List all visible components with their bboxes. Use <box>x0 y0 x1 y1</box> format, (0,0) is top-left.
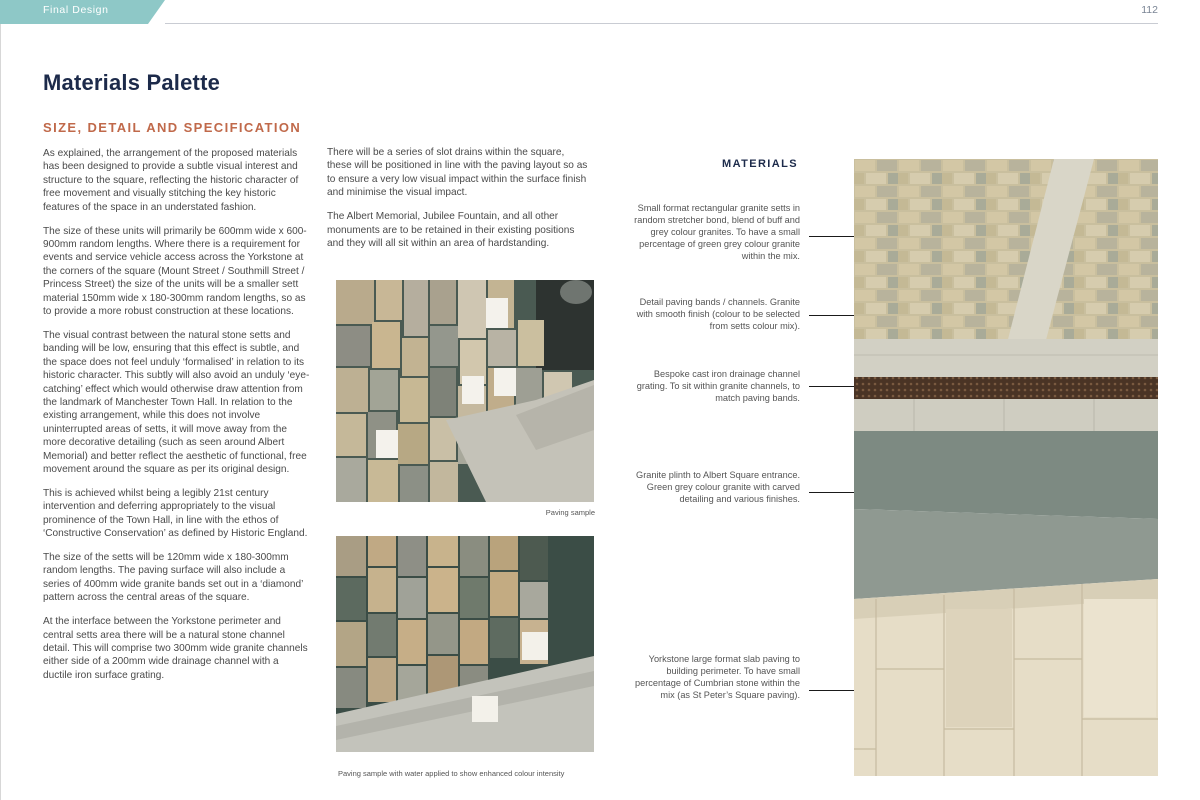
header-divider <box>165 23 1158 24</box>
page-number: 112 <box>1141 4 1158 16</box>
material-label: Granite plinth to Albert Square entrance. Green grey colour granite with carved detailing and various finishes. <box>636 470 800 504</box>
material-label: Detail paving bands / channels. Granite with smooth finish (colour to be selected from setts colour mix). <box>636 297 800 331</box>
paragraph: There will be a series of slot drains within the square, these will be positioned in line with the paving layout so as to ensure a very low visual impact within the surface finish and minimise the visual impact. <box>327 147 588 199</box>
material-label: Yorkstone large format slab paving to building perimeter. To have small percentage of Cumbrian stone within the mix (as St Peter’s Square paving). <box>635 654 800 700</box>
section-subtitle: SIZE, DETAIL AND SPECIFICATION <box>43 120 302 135</box>
paragraph: The size of the setts will be 120mm wide x 180-300mm random lengths. The paving surface will also include a series of 400mm wide granite bands set out in a ‘diamond’ pattern across the central areas of the square. <box>43 551 303 604</box>
material-label: Bespoke cast iron drainage channel grating. To sit within granite channels, to match paving bands. <box>636 369 800 403</box>
photo-caption: Paving sample <box>545 508 595 517</box>
body-column-left <box>43 147 310 693</box>
section-label: Final Design <box>43 4 109 16</box>
paragraph: The size of these units will primarily be 600mm wide x 600-900mm random lengths. Where there is a requirement for events and service vehicle access across the Yorkstone at the corners of the square (Mount Street / Southmill Street / Princess Street) the size of the units will be a smaller sett material 150mm wide x 180-300mm random lengths, so as to provide a more robust construction at these locations. <box>43 225 307 317</box>
paving-sample-photo <box>336 280 594 502</box>
paragraph: The visual contrast between the natural stone setts and banding will be low, ensuring that this effect is subtle, and the space does not feel unduly ‘formalised’ in relation to its historic character. This subtly will also avoid an unduly ‘eye-catching’ effect which would otherwise draw attention from the landmark of Manchester Town Hall. In relation to the existing arrangement, while this does not involve uninterrupted areas of setts, it will move away from the more decorative detailing (such as seen around Albert Memorial) and better reflect the aesthetic of functional, free movement around the square as per its original design. <box>43 329 310 475</box>
section-tab <box>0 0 165 24</box>
paragraph: At the interface between the Yorkstone perimeter and central setts area there will be a natural stone channel detail. This will comprise two 300mm wide granite channels either side of a 200mm wide drainage channel with a ductile iron surface grating. <box>43 616 308 681</box>
paragraph: The Albert Memorial, Jubilee Fountain, and all other monuments are to be retained in their existing positions and they will all sit within an area of hardstanding. <box>327 211 575 249</box>
wet-paving-sample-photo <box>336 536 594 752</box>
material-label: Small format rectangular granite setts in random stretcher bond, blend of buff and grey colour granites. To have a small percentage of green grey colour granite within the mix. <box>634 203 800 261</box>
materials-heading: MATERIALS <box>722 158 798 170</box>
body-column-middle <box>327 146 591 261</box>
materials-swatch-illustration <box>854 159 1158 776</box>
paragraph: As explained, the arrangement of the proposed materials has been designed to provide a subtle visual interest and structure to the square, reflecting the historic character of free movement and visually stitching the key historic features of the space in an understated fashion. <box>43 148 299 213</box>
paragraph: This is achieved whilst being a legibly 21st century intervention and deferring appropriately to the visual prominence of the Town Hall, in line with the ethos of ‘Constructive Conservation’ as defined by Historic England. <box>43 487 308 540</box>
page-edge <box>0 24 1 800</box>
page-title: Materials Palette <box>43 70 221 95</box>
photo-caption: Paving sample with water applied to show enhanced colour intensity <box>338 769 565 778</box>
